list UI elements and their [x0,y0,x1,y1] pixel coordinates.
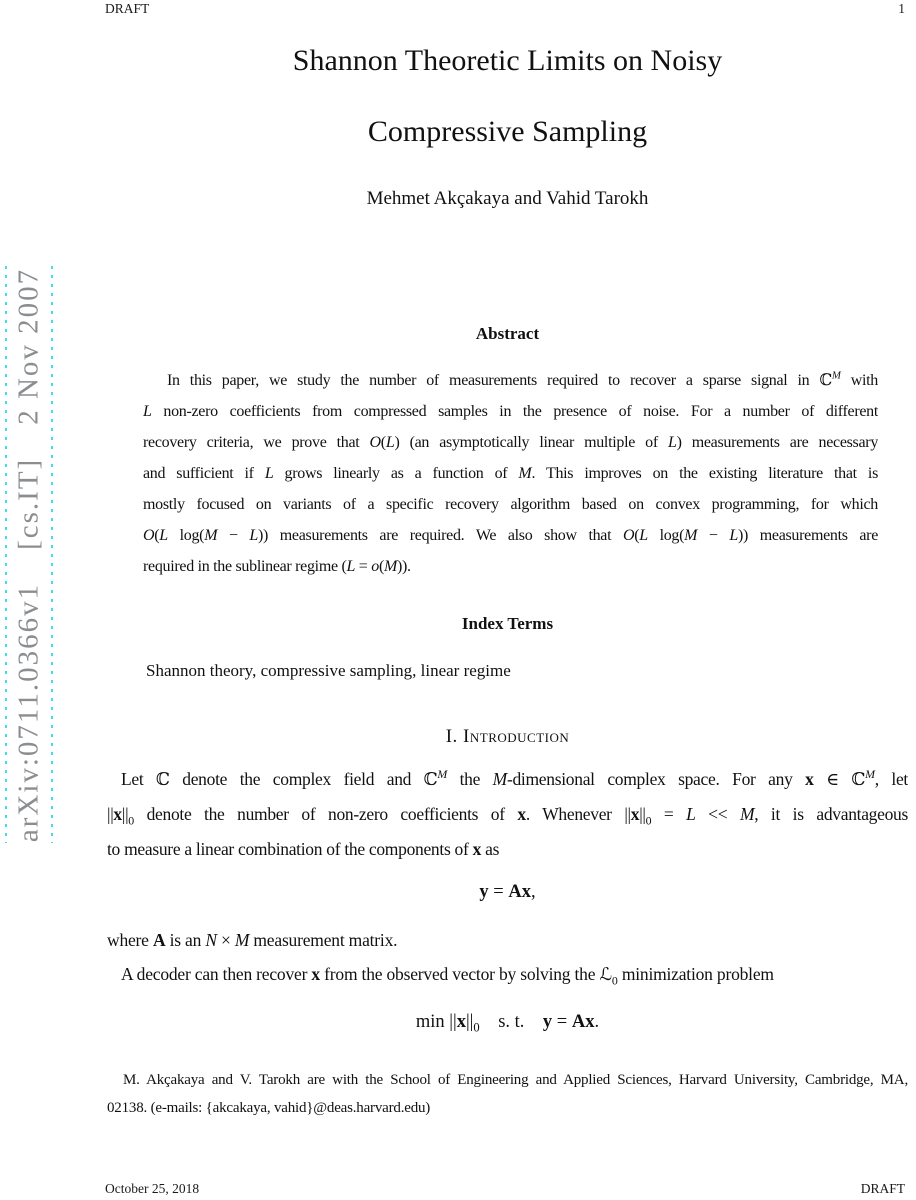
arxiv-id-label: arXiv:0711.0366v1 [cs.IT] 2 Nov 2007 [12,267,45,842]
abstract-text [143,365,878,582]
arxiv-watermark [5,266,53,843]
equation-y-eq-ax: y = Ax, [479,882,536,902]
text-line: $||x||_0$ denote the number of non-zero coefficients of x. Whenever $||x||_0 = L << M$, it is advantageous [107,804,908,828]
text-line: required in the sublinear regime (L = o(M)). [143,558,411,575]
text-line: to measure a linear combination of the components of x as [107,839,500,859]
introduction-section-heading: I. Introduction [445,726,570,747]
text-line: M. Akçakaya and V. Tarokh are with the School of Engineering and Applied Sciences, Harvard University, Cambridge, MA, [123,1072,908,1088]
running-footer [105,1181,905,1197]
text-line: In this paper, we study the number of measurements required to recover a sparse signal in ℂ$^M$ with [167,369,878,389]
text-line: O(L log(M − L)) measurements are required. We also show that O(L log(M − L)) measurements are [143,527,878,544]
decoder-paragraph: A decoder can then recover x from the observed vector by solving the ℒ$_0$ minimization problem [121,964,774,988]
index-terms-heading: Index Terms [461,614,554,633]
paper-title [107,25,908,167]
text-line: 02138. (e-mails: {akcakaya, vahid}@deas.harvard.edu) [107,1100,431,1116]
footer-draft-label: DRAFT [860,1181,905,1196]
introduction-paragraph [107,762,908,867]
watermark-dashed-rule-left [5,266,7,843]
index-terms-text: Shannon theory, compressive sampling, linear regime [146,661,511,680]
title-line-2: Compressive Sampling [367,115,648,148]
text-line: L non-zero coefficients from compressed samples in the presence of noise. For a number of different [143,403,878,420]
abstract-heading: Abstract [475,324,540,343]
text-line: and sufficient if L grows linearly as a function of M. This improves on the existing literature that is [143,465,878,482]
running-header [105,1,905,17]
footer-date: October 25, 2018 [105,1181,200,1196]
measurement-matrix-line: where A is an N × M measurement matrix. [107,930,398,950]
page-number: 1 [898,1,905,16]
text-line: recovery criteria, we prove that O(L) (an asymptotically linear multiple of L) measurements are necessary [143,434,878,451]
text-line: mostly focused on variants of a specific recovery algorithm based on convex programming, for which [143,496,878,513]
text-line: Let ℂ denote the complex field and ℂ$^M$ the M-dimensional complex space. For any x ∈ ℂ$^M$, let [121,767,908,789]
title-line-1: Shannon Theoretic Limits on Noisy [292,44,723,77]
authors-line: Mehmet Akçakaya and Vahid Tarokh [366,188,649,209]
watermark-dashed-rule-right [51,266,53,843]
author-affiliation-footnote [107,1066,908,1122]
running-header-draft-label: DRAFT [105,1,150,16]
equation-l0-minimization: $\min ||x||_0$ s. t. y = Ax. [415,1012,600,1035]
